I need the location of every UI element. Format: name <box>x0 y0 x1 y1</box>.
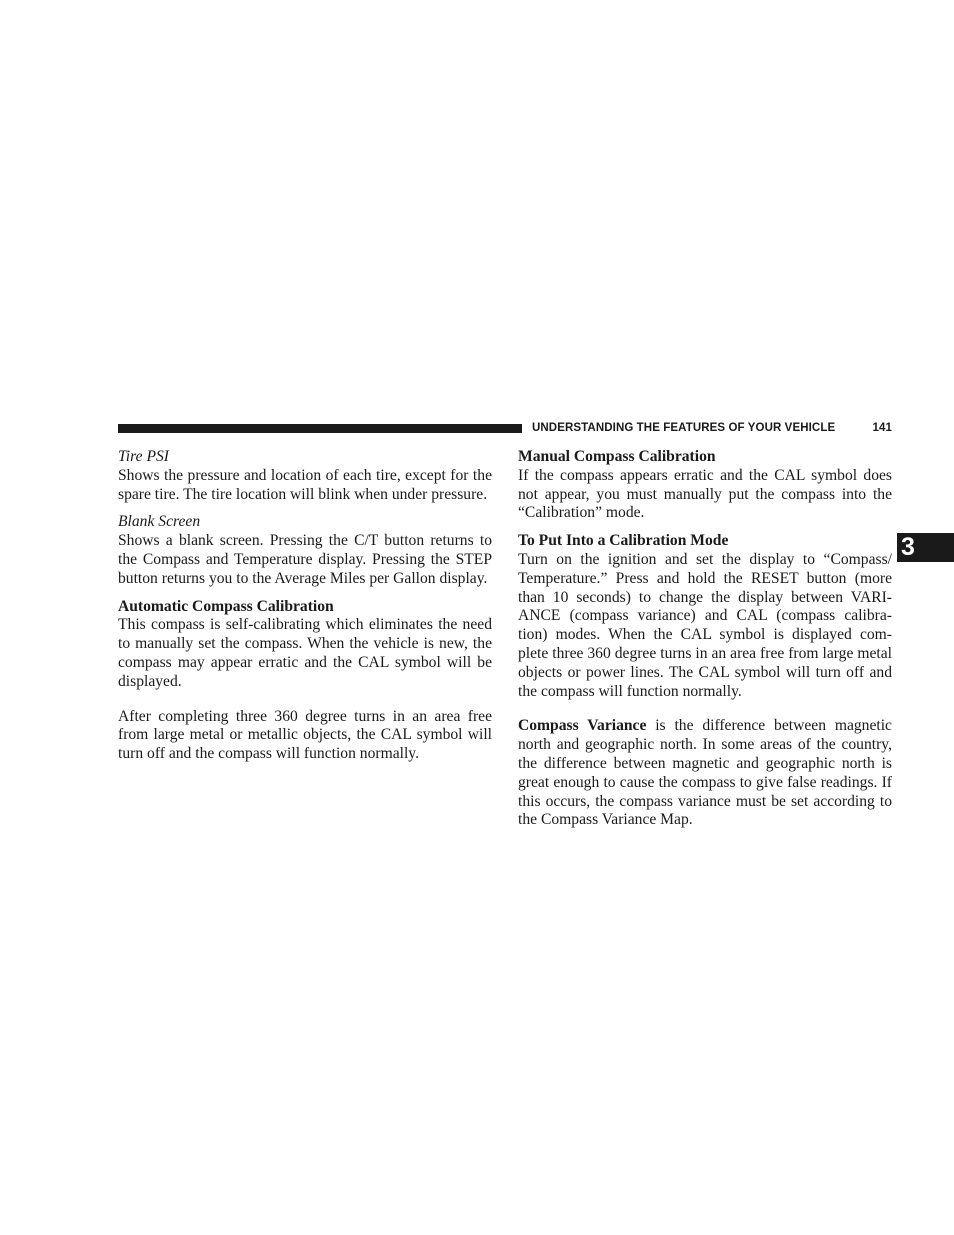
header-rule <box>118 424 522 433</box>
cal-mode-heading: To Put Into a Calibration Mode <box>518 532 729 550</box>
compass-variance-paragraph <box>518 717 892 830</box>
tire-psi-body: Shows the pressure and location of each tire, except for the spare tire. The tire location will blink when under pressure. <box>118 466 492 503</box>
page-number: 141 <box>872 422 892 434</box>
tire-psi-heading: Tire PSI <box>118 448 169 465</box>
compass-variance-term: Compass Variance <box>518 717 647 735</box>
section-title: UNDERSTANDING THE FEATURES OF YOUR VEHICLE <box>532 422 836 434</box>
compass-variance-body: is the difference between magnetic north and geographic north. In some areas of the country, the difference between magnetic and geographic north is great enough to cause the compass to give false readings. If this occurs, the compass variance must be set according to the Compass Variance Map. <box>518 717 892 829</box>
chapter-tab: 3 <box>897 533 954 562</box>
running-header <box>532 420 892 436</box>
cal-mode-body: Turn on the ignition and set the display to “Compass/ Temperature.” Press and hold the RESET button (more than 10 seconds) to change the display between VARI- ANCE (compass variance) and CAL (compass calibra- tion) modes. When the CAL symbol is displayed com- plete three 360 degree turns in an area free from large metal objects or power lines. The CAL symbol will turn off and the compass will function normally. <box>518 550 892 700</box>
auto-cal-body-2: After completing three 360 degree turns in an area free from large metal or metallic objects, the CAL symbol will turn off and the compass will function normally. <box>118 707 492 763</box>
right-column <box>518 448 892 830</box>
blank-screen-heading: Blank Screen <box>118 513 201 531</box>
left-column <box>118 448 492 764</box>
auto-cal-body-1: This compass is self-calibrating which eliminates the need to manually set the compass. When the vehicle is new, the compass may appear erratic and the CAL symbol will be displayed. <box>118 616 492 690</box>
auto-cal-heading: Automatic Compass Calibration <box>118 597 334 615</box>
manual-cal-body: If the compass appears erratic and the CAL symbol does not appear, you must manually put the compass into the “Calibration” mode. <box>518 466 892 522</box>
manual-cal-heading: Manual Compass Calibration <box>518 448 716 465</box>
blank-screen-body: Shows a blank screen. Pressing the C/T button returns to the Compass and Temperature display. Pressing the STEP button returns you to the Average Miles per Gallon display. <box>118 532 492 587</box>
